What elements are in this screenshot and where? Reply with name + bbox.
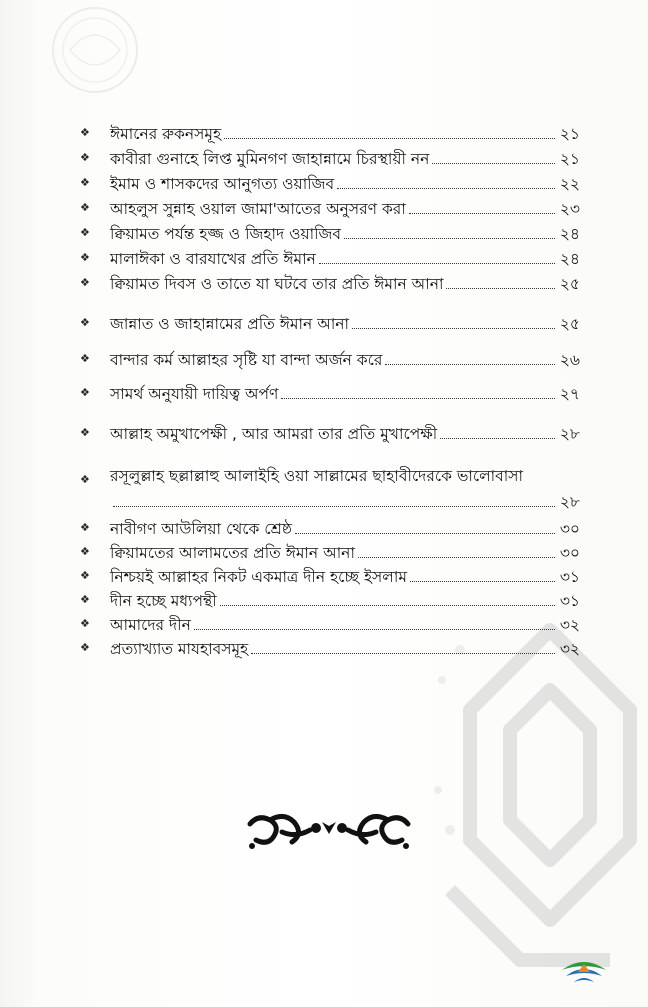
dot-leader [409,213,555,214]
toc-page-number: ৩০ [559,520,580,538]
toc-entry [80,174,580,194]
dot-leader [281,398,555,399]
dot-leader [352,328,555,329]
toc-entry [80,314,580,334]
toc-page-number: ২২ [559,175,580,193]
toc-entry-title: ক্বিয়ামত পর্যন্ত হজ্জ ও জিহাদ ওয়াজিব [110,225,342,243]
toc-page-number: ৩১ [559,592,580,610]
toc-entry [80,466,580,512]
bullet-icon: ❖ [80,545,90,558]
toc-page-number: ২৩ [559,200,580,218]
toc-entry [80,249,580,269]
toc-entry-title: ঈমানের রুকনসমূহ [110,125,222,143]
dot-leader [251,653,555,654]
toc-entry [80,543,580,563]
bullet-icon: ❖ [80,617,90,630]
bullet-icon: ❖ [80,473,90,486]
toc-entry [80,124,580,144]
bullet-icon: ❖ [80,521,90,534]
bullet-icon: ❖ [80,352,90,365]
toc-entry-title: সামর্থ অনুযায়ী দায়িত্ব অর্পণ [110,385,279,403]
toc-entry [80,199,580,219]
toc-entry-continuation [110,492,580,512]
toc-page-number: ২৪ [559,225,580,243]
toc-entry-title: নাবীগণ আউলিয়া থেকে শ্রেষ্ঠ [110,520,292,538]
toc-entry-title: আহলুস সুন্নাহ ওয়াল জামা'আতের অনুসরণ করা [110,200,406,218]
toc-page-number: ২৬ [559,351,580,369]
dot-leader [446,288,555,289]
bullet-icon: ❖ [80,426,90,439]
toc-entry [80,424,580,444]
toc-entry [80,274,580,294]
publisher-logo-icon [560,950,608,986]
toc-entry-title: মালাঈকা ও বারযাখের প্রতি ঈমান [110,250,316,268]
toc-entry-title: কাবীরা গুনাহে লিপ্ত মুমিনগণ জাহান্নামে চিরস্থায়ী নন [110,150,430,168]
bullet-icon: ❖ [80,386,90,399]
bullet-icon: ❖ [80,593,90,606]
toc-page-number: ৩২ [559,640,580,658]
toc-page-number: ২৭ [559,385,580,403]
toc-page-number: ২১ [559,125,580,143]
toc-entry-title: নিশ্চয়ই আল্লাহর নিকট একমাত্র দীন হচ্ছে ইসলাম [110,568,407,586]
toc-entry-title: ক্বিয়ামত দিবস ও তাতে যা ঘটবে তার প্রতি ঈমান আনা [110,275,444,293]
toc-page-number: ৩১ [559,568,580,586]
bullet-icon: ❖ [80,641,90,654]
bullet-icon: ❖ [80,126,90,139]
bullet-icon: ❖ [80,226,90,239]
bullet-icon: ❖ [80,276,90,289]
dot-leader [432,163,555,164]
toc-page-number: ৩০ [559,544,580,562]
bullet-icon: ❖ [80,176,90,189]
toc-page-number: ২৮ [559,425,580,443]
toc-entry-title: প্রত্যাখ্যাত মাযহাবসমূহ [110,640,249,658]
bullet-icon: ❖ [80,201,90,214]
seal-watermark-icon [40,0,150,110]
toc-entry [80,591,580,611]
toc-page-number: ৩২ [559,616,580,634]
toc-page-number: ২৫ [559,315,580,333]
toc-entry [80,615,580,635]
dot-leader [410,581,555,582]
dot-leader [337,188,555,189]
toc-page-number: ২১ [559,150,580,168]
dot-leader [113,506,555,507]
toc-entry [80,350,580,370]
toc-entry [80,519,580,539]
dot-leader [319,263,555,264]
toc-entry-title: ইমাম ও শাসকদের আনুগত্য ওয়াজিব [110,175,335,193]
toc-entry-title: ক্বিয়ামতের আলামতের প্রতি ঈমান আনা [110,544,355,562]
bullet-icon: ❖ [80,151,90,164]
dot-leader [194,629,555,630]
toc-entry [80,149,580,169]
dot-leader [295,533,555,534]
toc-page-number: ২৮ [559,493,580,511]
dot-leader [440,438,555,439]
bullet-icon: ❖ [80,316,90,329]
toc-entry [80,639,580,659]
dot-leader [224,138,555,139]
toc-page-number: ২৪ [559,250,580,268]
toc-entry [80,567,580,587]
toc-entry-title: আল্লাহ অমুখাপেক্ষী , আর আমরা তার প্রতি মুখাপেক্ষী [110,425,438,443]
toc-entry-title: দীন হচ্ছে মধ্যপন্থী [110,592,217,610]
toc-entry-title: আমাদের দীন [110,616,191,634]
dot-leader [358,557,555,558]
toc-entry [80,224,580,244]
toc-entry-title: রসূলুল্লাহ ছল্লাল্লাহু আলাইহি ওয়া সাল্লামের ছাহাবীদেরকে ভালোবাসা [110,467,524,485]
toc-page-number: ২৫ [559,275,580,293]
toc-entry-title: জান্নাত ও জাহান্নামের প্রতি ঈমান আনা [110,315,350,333]
toc-entry-title: বান্দার কর্ম আল্লাহর সৃষ্টি যা বান্দা অর্জন করে [110,351,383,369]
dot-leader [344,238,555,239]
dot-leader [220,605,555,606]
bullet-icon: ❖ [80,251,90,264]
dot-leader [385,364,555,365]
bullet-icon: ❖ [80,569,90,582]
toc-entry [80,384,580,404]
table-of-contents [80,124,580,659]
decorative-divider-ornament-icon [244,808,414,854]
